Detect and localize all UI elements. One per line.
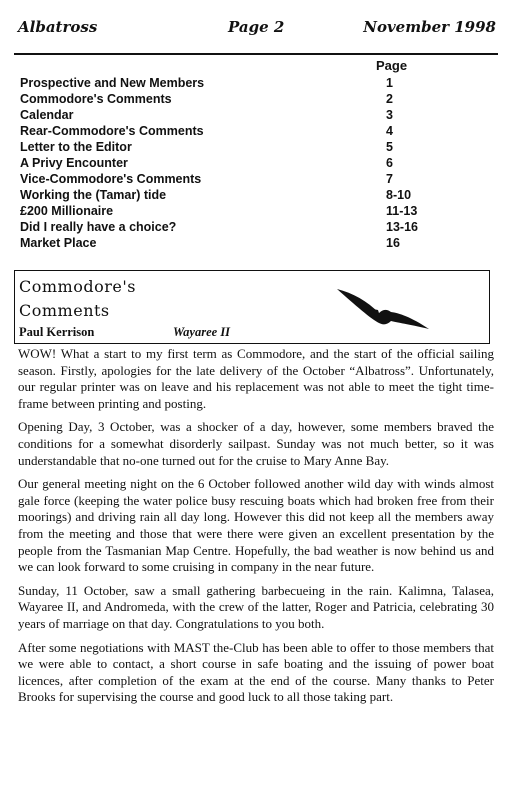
article-boat-name: Wayaree II (173, 325, 231, 339)
albatross-bird-icon (333, 279, 433, 339)
article-title-box (14, 270, 490, 344)
toc-title: Letter to the Editor (20, 140, 132, 154)
toc-page: 5 (386, 140, 393, 154)
toc-page: 6 (386, 156, 393, 170)
toc-row (20, 76, 480, 92)
article-paragraph: After some negotiations with MAST the-Club has been able to offer to those members that we were able to contact, a short course in safe boating and the issuing of power boat licences, after completion of the exam at the end of the course. Many thanks to Peter Brooks for supervising the course and good luck to all those taking part. (18, 639, 494, 705)
toc-row (20, 236, 480, 252)
toc-row (20, 220, 480, 236)
article-paragraph: Our general meeting night on the 6 October followed another wild day with winds almost gale force (keeping the water police busy rescuing boats which had broken free from their moorings) and driving rain all day long. However this did not keep all the members away from the meeting and those that were there were given an excellent presentation by the people from the Tasmanian Map Centre. Hopefully, the bad weather is now behind us and we can look forward to some cruising in company in the near future. (18, 476, 494, 575)
toc-row (20, 140, 480, 156)
article-author: Paul Kerrison (19, 325, 95, 339)
toc-page: 1 (386, 76, 393, 90)
toc-title: £200 Millionaire (20, 204, 114, 218)
article-paragraph: Opening Day, 3 October, was a shocker of a day, however, some members braved the conditions for a somewhat disorderly sailpast. Sunday was not much better, so it was understandable that no-one turned out for the cruise to Mary Anne Bay. (18, 419, 494, 468)
toc-page: 8-10 (386, 188, 412, 202)
toc-row (20, 156, 480, 172)
toc-page: 3 (386, 108, 393, 122)
toc-page: 7 (386, 172, 393, 186)
toc-page-heading: Page (376, 58, 408, 73)
toc-title: A Privy Encounter (20, 156, 128, 170)
issue-date: November 1998 (363, 18, 496, 36)
toc-title: Market Place (20, 236, 97, 250)
toc-page: 4 (386, 124, 393, 138)
toc-row (20, 108, 480, 124)
article-title-line1: Commodore's (19, 277, 136, 296)
newsletter-name: Albatross (18, 18, 98, 36)
toc-row (20, 172, 480, 188)
toc-title: Did I really have a choice? (20, 220, 177, 234)
toc-page: 13-16 (386, 220, 418, 234)
toc-title: Commodore's Comments (20, 92, 172, 106)
header-divider (14, 53, 498, 55)
toc-title: Working the (Tamar) tide (20, 188, 167, 202)
toc-title: Rear-Commodore's Comments (20, 124, 204, 138)
toc-row (20, 204, 480, 220)
toc-row (20, 188, 480, 204)
page-number: Page 2 (228, 18, 285, 36)
toc-page: 2 (386, 92, 393, 106)
toc-title: Vice-Commodore's Comments (20, 172, 202, 186)
toc-title: Calendar (20, 108, 74, 122)
article-title-line2: Comments (19, 301, 110, 320)
page-header (18, 14, 496, 42)
toc-row (20, 92, 480, 108)
toc-row (20, 124, 480, 140)
article-paragraph: WOW! What a start to my first term as Commodore, and the start of the official sailing season. Firstly, apologies for the late delivery of the October “Albatross”. Unfortunately, our regular printer was on leave and his replacement was not able to meet the tight time-frame between printing and posting. (18, 346, 494, 411)
article-body (18, 346, 494, 713)
toc-page: 11-13 (386, 204, 418, 218)
toc-title: Prospective and New Members (20, 76, 205, 90)
toc-page: 16 (386, 236, 400, 250)
article-paragraph: Sunday, 11 October, saw a small gathering barbecueing in the rain. Kalimna, Talasea, Wayaree II, and Andromeda, with the crew of the latter, Roger and Patricia, celebrating 30 years of marriage on that day. Congratulations to you both. (18, 582, 494, 631)
